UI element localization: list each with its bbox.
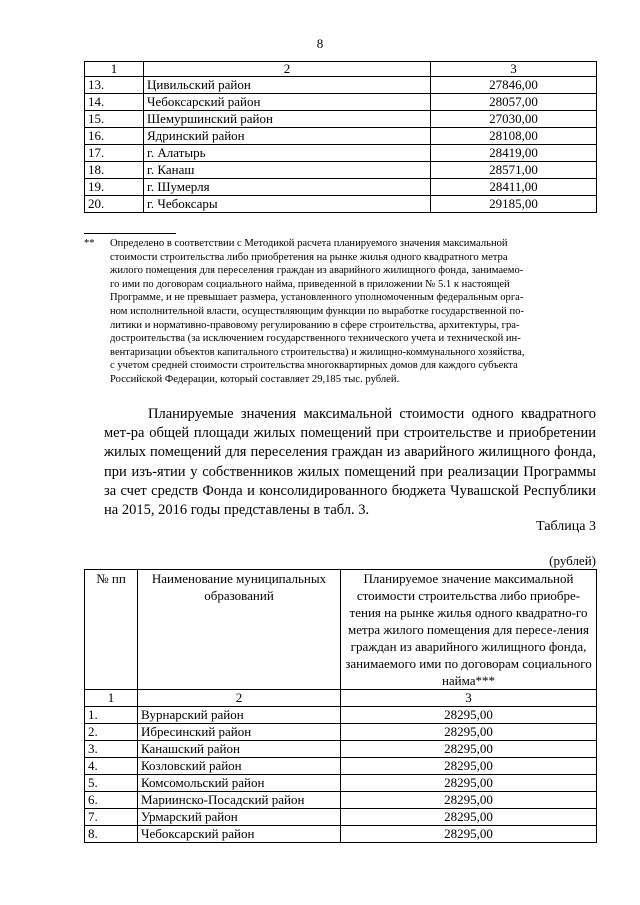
- municipality-name: Козловский район: [138, 758, 341, 775]
- table-row: [85, 758, 597, 775]
- row-number: 1.: [85, 707, 138, 724]
- column-number: 2: [144, 62, 431, 77]
- municipality-name: Комсомольский район: [138, 775, 341, 792]
- cost-value: 28108,00: [431, 128, 597, 145]
- cost-value: 28295,00: [341, 707, 597, 724]
- cost-value: 27030,00: [431, 111, 597, 128]
- table-row: [85, 196, 597, 213]
- municipality-name: г. Алатырь: [144, 145, 431, 162]
- column-number: 3: [341, 690, 597, 707]
- table-row: [85, 741, 597, 758]
- row-number: 2.: [85, 724, 138, 741]
- footnote-line: ном исполнительной власти, осуществляющим функции по выработке государственной по-: [110, 305, 524, 317]
- cost-value: 29185,00: [431, 196, 597, 213]
- row-number: 19.: [85, 179, 144, 196]
- municipality-name: Цивильский район: [144, 77, 431, 94]
- column-number: 3: [431, 62, 597, 77]
- municipality-name: г. Чебоксары: [144, 196, 431, 213]
- table-row: [85, 145, 597, 162]
- row-number: 8.: [85, 826, 138, 843]
- footnote-line: достроительства (за исключением государственного технического учета и технической ин-: [110, 333, 521, 345]
- municipality-name: г. Шумерля: [144, 179, 431, 196]
- municipality-name: Вурнарский район: [138, 707, 341, 724]
- cost-value: 28057,00: [431, 94, 597, 111]
- header-municipality: Наименование муниципальных образований: [138, 570, 341, 690]
- municipality-name: Чебоксарский район: [144, 94, 431, 111]
- municipality-name: Чебоксарский район: [138, 826, 341, 843]
- row-number: 16.: [85, 128, 144, 145]
- header-planned-value: Планируемое значение максимальной стоимости строительства либо приобре-тения на рынке жилья одного квадратно-го метра жилого помещения для пересе-ления граждан из аварийного жилищного фонда, занимаемого ими по договорам социального найма***: [341, 570, 597, 690]
- cost-value: 28295,00: [341, 741, 597, 758]
- table-row: [85, 128, 597, 145]
- cost-value: 28295,00: [341, 792, 597, 809]
- table-row: [85, 162, 597, 179]
- column-number: 1: [85, 690, 138, 707]
- footnote: [84, 237, 596, 387]
- cost-value: 28295,00: [341, 775, 597, 792]
- table-row: [85, 111, 597, 128]
- table-row: [85, 707, 597, 724]
- header-number: № пп: [85, 570, 138, 690]
- row-number: 5.: [85, 775, 138, 792]
- footnote-line: го ими по договорам социального найма, приведенной в приложении № 5.1 к настоящей: [110, 278, 510, 290]
- table-3: [84, 569, 597, 843]
- row-number: 15.: [85, 111, 144, 128]
- footnote-line: Программе, и не превышает размера, установленного уполномоченным федеральным орга-: [110, 292, 524, 304]
- table-column-numbers: [85, 690, 597, 707]
- cost-value: 28571,00: [431, 162, 597, 179]
- footnote-line: [84, 237, 596, 251]
- body-paragraph: Планируемые значения максимальной стоимости одного квадратного мет-ра общей площади жилых помещений при строительстве и приобретении жилых помещений для переселения граждан из аварийного жилищного фонда, при изъ-ятии у собственников жилых помещений при реализации Программы за счет средств Фонда и консолидированного бюджета Чувашской Республики на 2015, 2016 годы представлены в табл. 3.: [104, 406, 596, 519]
- table-row: [85, 792, 597, 809]
- footnote-line: литики и нормативно-правовому регулированию в сфере строительства, архитектуры, гра-: [110, 319, 520, 331]
- footnote-line: жилого помещения для переселения граждан из аварийного жилищного фонда, занимаемо-: [110, 265, 524, 277]
- row-number: 14.: [85, 94, 144, 111]
- table-header-row: [85, 570, 597, 690]
- footnote-mark: **: [84, 238, 95, 249]
- table-title: Таблица 3: [536, 519, 596, 534]
- footnote-line: с учетом средней стоимости строительства многоквартирных домов для каждого субъекта: [110, 360, 518, 372]
- page-number: 8: [316, 36, 324, 51]
- table-row: [85, 94, 597, 111]
- cost-value: 28295,00: [341, 826, 597, 843]
- footnote-line: Российской Федерации, который составляет 29,185 тыс. рублей.: [110, 373, 400, 385]
- table-row: [85, 809, 597, 826]
- row-number: 18.: [85, 162, 144, 179]
- cost-value: 28411,00: [431, 179, 597, 196]
- municipality-name: Шемуршинский район: [144, 111, 431, 128]
- table-row: [85, 179, 597, 196]
- cost-value: 28295,00: [341, 724, 597, 741]
- municipality-name: Ибресинский район: [138, 724, 341, 741]
- cost-value: 28295,00: [341, 758, 597, 775]
- municipal-cost-table-continued: [84, 61, 597, 213]
- municipality-name: Канашский район: [138, 741, 341, 758]
- footnote-text: Определено в соответствии с Методикой расчета планируемого значения максимальной: [110, 238, 508, 249]
- table-row: [85, 77, 597, 94]
- footnote-separator: [84, 233, 176, 234]
- cost-value: 28419,00: [431, 145, 597, 162]
- municipality-name: Мариинско-Посадский район: [138, 792, 341, 809]
- municipality-name: Урмарский район: [138, 809, 341, 826]
- row-number: 13.: [85, 77, 144, 94]
- table-row: [85, 724, 597, 741]
- municipality-name: г. Канаш: [144, 162, 431, 179]
- row-number: 6.: [85, 792, 138, 809]
- table-row: [85, 775, 597, 792]
- row-number: 7.: [85, 809, 138, 826]
- row-number: 3.: [85, 741, 138, 758]
- row-number: 17.: [85, 145, 144, 162]
- footnote-line: вентаризации объектов капитального строительства) и жилищно-коммунального хозяйства,: [110, 346, 525, 358]
- units-label: (рублей): [549, 553, 596, 568]
- footnote-line: стоимости строительства либо приобретения на рынке жилья одного квадратного метра: [110, 251, 508, 263]
- table-column-numbers: [85, 62, 597, 77]
- cost-value: 27846,00: [431, 77, 597, 94]
- column-number: 2: [138, 690, 341, 707]
- column-number: 1: [85, 62, 144, 77]
- cost-value: 28295,00: [341, 809, 597, 826]
- table-row: [85, 826, 597, 843]
- municipality-name: Ядринский район: [144, 128, 431, 145]
- row-number: 20.: [85, 196, 144, 213]
- row-number: 4.: [85, 758, 138, 775]
